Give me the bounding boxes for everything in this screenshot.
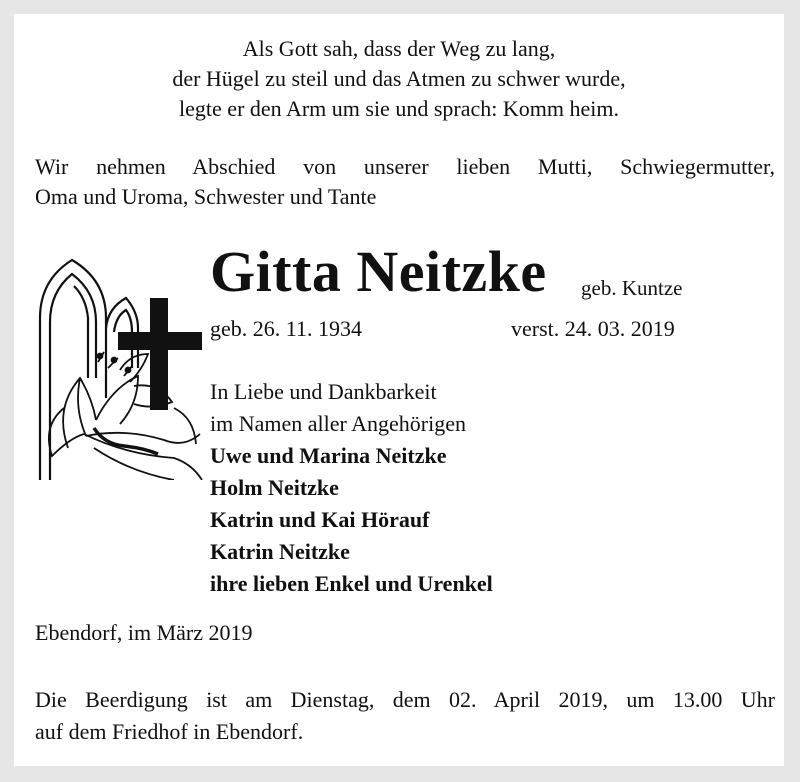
obituary-notice [14, 14, 784, 766]
death-date: verst. 24. 03. 2019 [511, 316, 675, 341]
intro-line-2: Oma und Uroma, Schwester und Tante [35, 184, 377, 209]
lily-icon [49, 352, 202, 480]
mourners-line-1: In Liebe und Dankbarkeit [210, 379, 437, 404]
poem-line-1: Als Gott sah, dass der Weg zu lang, [242, 36, 556, 61]
deceased-name: Gitta Neitzke [210, 239, 547, 304]
birth-name: geb. Kuntze [581, 276, 683, 300]
cross-icon [118, 298, 202, 410]
funeral-notice [35, 684, 775, 748]
mourner-name: ihre lieben Enkel und Urenkel [210, 571, 493, 596]
funeral-line-2: auf dem Friedhof in Ebendorf. [35, 719, 304, 744]
funeral-line-1: Die Beerdigung ist am Dienstag, dem 02. April 2019, um 13.00 Uhr [35, 687, 775, 712]
mourner-name: Katrin Neitzke [210, 539, 350, 564]
mourner-name: Holm Neitzke [210, 475, 339, 500]
poem-line-2: der Hügel zu steil und das Atmen zu schwer wurde, [172, 66, 626, 91]
memorial-emblem [34, 258, 206, 480]
intro-line-1: Wir nehmen Abschied von unserer lieben Mutti, Schwiegermutter, [35, 154, 775, 179]
mourners-block [210, 376, 493, 600]
intro-text [35, 152, 775, 212]
mourners-line-2: im Namen aller Angehörigen [210, 411, 466, 436]
mourner-name: Katrin und Kai Hörauf [210, 507, 430, 532]
poem-line-3: legte er den Arm um sie und sprach: Komm heim. [179, 96, 619, 121]
place-and-date: Ebendorf, im März 2019 [35, 620, 253, 645]
mourner-name: Uwe und Marina Neitzke [210, 443, 447, 468]
birth-date: geb. 26. 11. 1934 [210, 316, 362, 341]
poem [14, 34, 784, 124]
